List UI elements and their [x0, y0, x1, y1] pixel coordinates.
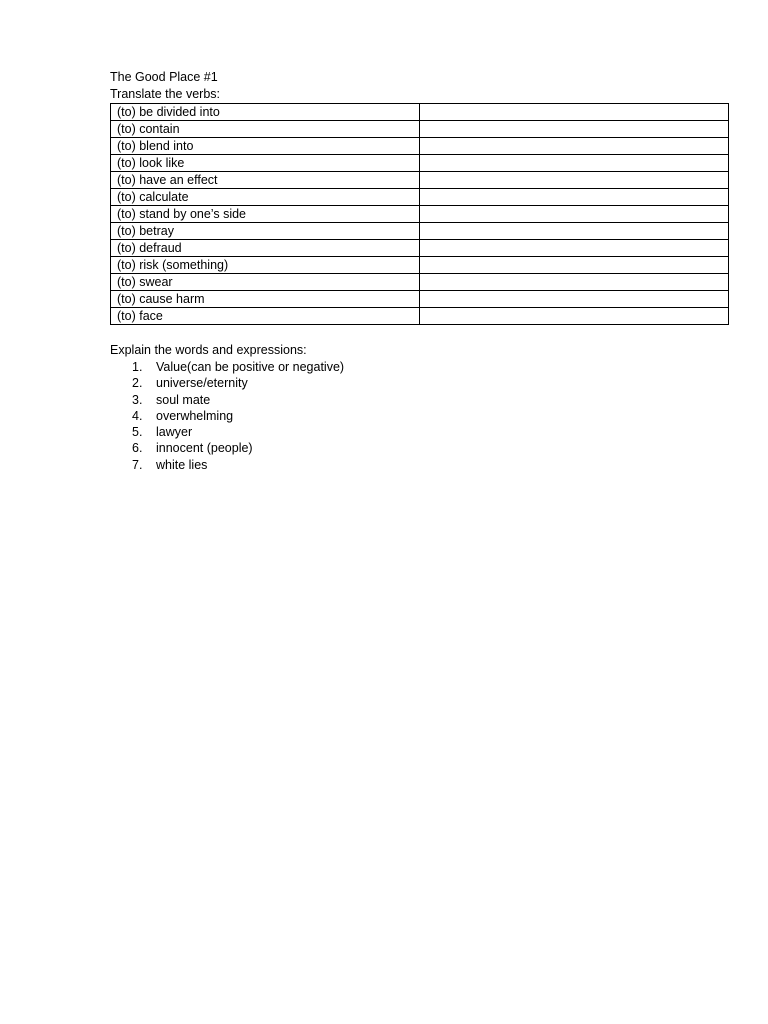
list-item [110, 359, 728, 375]
translation-cell[interactable] [420, 189, 729, 206]
table-row [111, 274, 729, 291]
verb-cell: (to) blend into [111, 138, 420, 155]
translation-cell[interactable] [420, 308, 729, 325]
translation-cell[interactable] [420, 138, 729, 155]
list-item-number: 1. [132, 360, 143, 374]
list-item [110, 440, 728, 456]
list-item [110, 457, 728, 473]
list-item-text: universe/eternity [156, 376, 248, 391]
table-row [111, 308, 729, 325]
translation-cell[interactable] [420, 121, 729, 138]
verb-cell: (to) face [111, 308, 420, 325]
translation-cell[interactable] [420, 291, 729, 308]
list-item [110, 408, 728, 424]
explain-heading: Explain the words and expressions: [110, 343, 307, 357]
table-row [111, 138, 729, 155]
table-row [111, 155, 729, 172]
verbs-table [110, 103, 729, 325]
table-row [111, 240, 729, 257]
verb-cell: (to) calculate [111, 189, 420, 206]
table-row [111, 172, 729, 189]
document-title: The Good Place #1 [110, 70, 218, 84]
table-row [111, 257, 729, 274]
translation-cell[interactable] [420, 206, 729, 223]
document-page [110, 69, 728, 473]
list-item-number: 4. [132, 408, 143, 423]
list-item-text: innocent (people) [156, 441, 253, 456]
translation-cell[interactable] [420, 274, 729, 291]
translation-cell[interactable] [420, 172, 729, 189]
list-item-text: Value(can be positive or negative) [156, 360, 345, 374]
list-item [110, 392, 728, 408]
list-item [110, 375, 728, 391]
verb-cell: (to) betray [111, 223, 420, 240]
table-row [111, 291, 729, 308]
list-item-text: lawyer [156, 425, 193, 440]
verb-cell: (to) stand by one’s side [111, 206, 420, 223]
translation-cell[interactable] [420, 104, 729, 121]
table-row [111, 223, 729, 240]
table-row [111, 121, 729, 138]
translation-cell[interactable] [420, 240, 729, 257]
list-item-number: 5. [132, 425, 143, 440]
list-item-number: 3. [132, 392, 143, 407]
table-row [111, 189, 729, 206]
verbs-table-body [111, 104, 729, 325]
verb-cell: (to) be divided into [111, 104, 420, 121]
list-item-number: 7. [132, 457, 143, 472]
list-item-number: 6. [132, 441, 143, 456]
translation-cell[interactable] [420, 155, 729, 172]
section-gap [110, 325, 728, 342]
verb-cell: (to) contain [111, 121, 420, 138]
verb-cell: (to) defraud [111, 240, 420, 257]
verb-cell: (to) swear [111, 274, 420, 291]
translation-cell[interactable] [420, 223, 729, 240]
verb-cell: (to) have an effect [111, 172, 420, 189]
translation-cell[interactable] [420, 257, 729, 274]
table-row [111, 206, 729, 223]
expressions-list [110, 359, 728, 473]
verb-cell: (to) look like [111, 155, 420, 172]
list-item-text: white lies [156, 457, 208, 472]
list-item-text: overwhelming [156, 408, 234, 423]
list-item-text: soul mate [156, 392, 211, 407]
list-item [110, 424, 728, 440]
verb-cell: (to) risk (something) [111, 257, 420, 274]
list-item-number: 2. [132, 376, 143, 391]
table-row [111, 104, 729, 121]
translate-heading: Translate the verbs: [110, 87, 221, 101]
verb-cell: (to) cause harm [111, 291, 420, 308]
